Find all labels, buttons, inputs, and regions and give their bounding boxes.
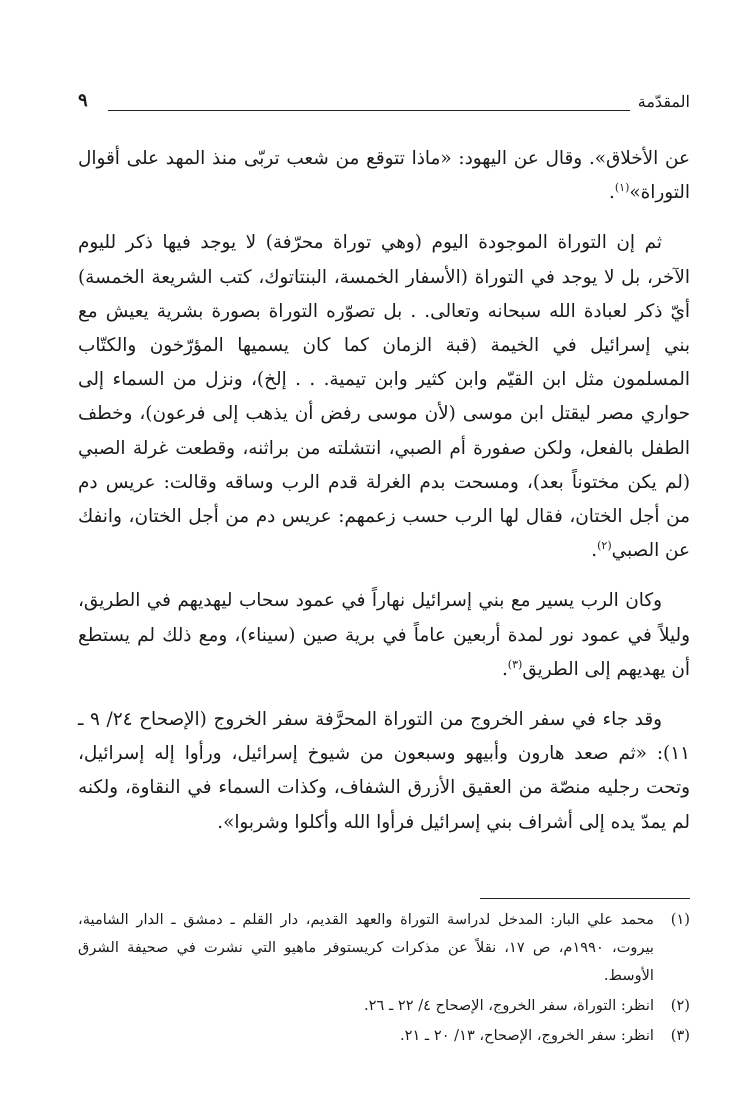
footnote-text: محمد علي البار: المدخل لدراسة التوراة والعهد القديم، دار القلم ـ دمشق ـ الدار الشامية، بيروت، ١٩٩٠م، ص ١٧، نقلاً عن مذكرات كريستوفر ماهيو التي نشرت في صحيفة الشرق الأوسط. (78, 911, 654, 984)
footnote-separator (480, 898, 690, 899)
paragraph: عن الأخلاق». وقال عن اليهود: «ماذا تتوقع من شعب تربّى منذ المهد على أقوال التوراة»$^{(١)}$. (78, 148, 690, 204)
paragraph: وقد جاء في سفر الخروج من التوراة المحرَّفة سفر الخروج (الإصحاح ٢٤/ ٩ ـ ١١): «ثم صعد هارون وأبيهو وسبعون من شيوخ إسرائيل، ورأوا إله إسرائيل، وتحت رجليه منصّة من العقيق الأزرق الشفاف، وكذات السماء في النقاوة، ولكنه لم يمدّ يده إلى أشراف بني إسرائيل فرأوا الله وأكلوا وشربوا». (78, 709, 690, 833)
footnote-ref: (١) (614, 181, 630, 195)
main-text (78, 142, 690, 840)
footnote-ref: (٣) (507, 657, 523, 671)
chapter-title: المقدّمة (637, 92, 690, 111)
header-rule (108, 110, 630, 111)
page-number: ٩ (78, 90, 88, 111)
footnote-number: (١) (670, 911, 690, 928)
footnote (78, 906, 690, 990)
footnote-number: (٣) (670, 1027, 690, 1044)
footnote (78, 992, 690, 1020)
footnote (78, 1022, 690, 1050)
footnote-text: انظر: سفر الخروج، الإصحاح، ١٣/ ٢٠ ـ ٢١. (399, 1027, 654, 1044)
paragraph: وكان الرب يسير مع بني إسرائيل نهاراً في عمود سحاب ليهديهم في الطريق، وليلاً في عمود نور لمدة أربعين عاماً في برية صين (سيناء)، ومع ذلك لم يستطع أن يهديهم إلى الطريق$^{(٣)}$. (78, 590, 690, 680)
footnote-text: انظر: التوراة، سفر الخروج، الإصحاح ٤/ ٢٢ ـ ٢٦. (363, 997, 654, 1014)
paragraph: ثم إن التوراة الموجودة اليوم (وهي توراة محرّفة) لا يوجد فيها ذكر لليوم الآخر، بل لا يوجد في التوراة (الأسفار الخمسة، البنتاتوك، كتب الشريعة الخمسة) أيّ ذكر لعبادة الله سبحانه وتعالى. . بل تصوّره التوراة بصورة بشرية يعيش مع بني إسرائيل في الخيمة (قبة الزمان كما كان يسميها المؤرّخون والكتّاب المسلمون مثل ابن القيّم وابن كثير وابن تيمية. . . إلخ)، ونزل من السماء إلى حواري مصر ليقتل ابن موسى (لأن موسى رفض أن يذهب إلى فرعون)، وخطف الطفل بالفعل، ولكن صفورة أم الصبي، انتشلته من براثنه، وقطعت غرلة الصبي (لم يكن مختوناً بعد)، ومسحت بدم الغرلة قدم الرب وساقه وقالت: عريس دم من أجل الختان، فقال لها الرب حسب زعمهم: عريس دم من أجل الختان، وانفك عن الصبي$^{(٢)}$. (78, 232, 690, 562)
book-page (78, 0, 690, 1116)
running-header (78, 92, 690, 122)
footnote-number: (٢) (670, 997, 690, 1014)
footnote-ref: (٢) (597, 539, 612, 553)
footnotes (78, 906, 690, 1052)
